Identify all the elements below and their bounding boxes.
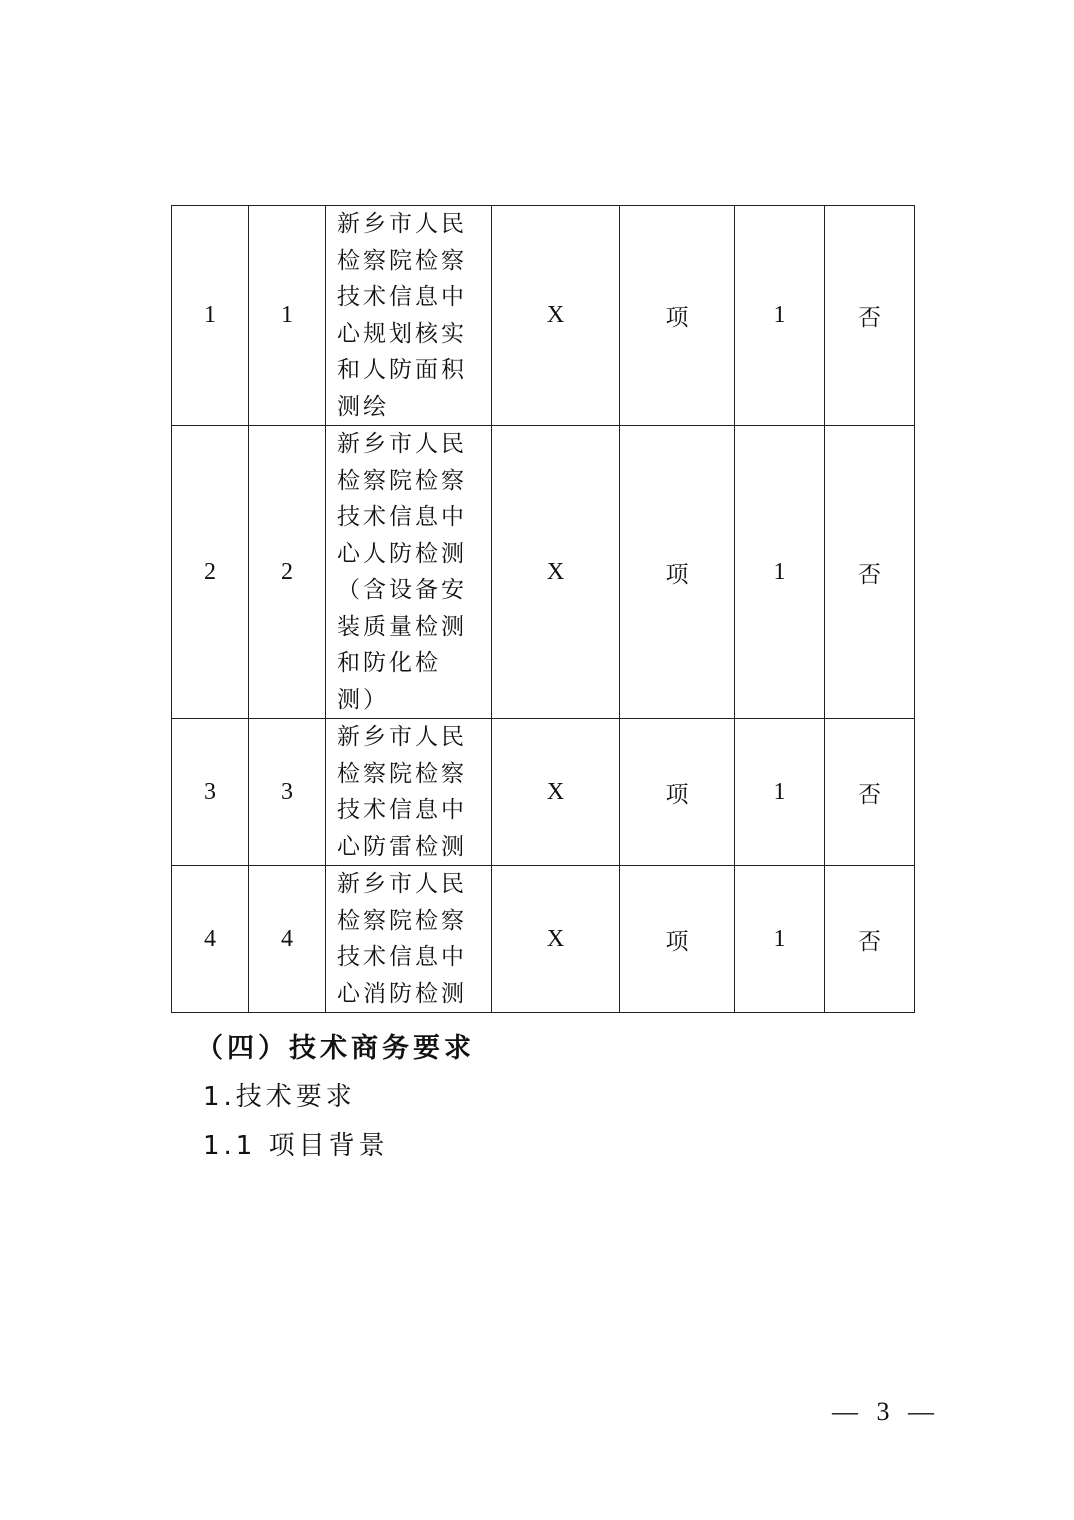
item-name-cell: 新乡市人民 检察院检察 技术信息中 心人防检测 （含设备安 装质量检测 和防化检测） <box>326 426 492 719</box>
item-name-cell: 新乡市人民 检察院检察 技术信息中 心防雷检测 <box>326 719 492 866</box>
item-flag-cell: 否 <box>825 206 915 426</box>
section-heading-project-background: 1.1 项目背景 <box>203 1131 389 1161</box>
item-name-cell: 新乡市人民 检察院检察 技术信息中 心规划核实 和人防面积 测绘 <box>326 206 492 426</box>
section-heading-technical-requirements: 1.技术要求 <box>203 1082 356 1112</box>
item-number-cell: 4 <box>249 866 326 1013</box>
item-code-cell: X <box>492 719 620 866</box>
items-table <box>171 205 915 1013</box>
table-row <box>172 206 915 426</box>
page-number: — 3 — <box>832 1397 940 1426</box>
table-row <box>172 866 915 1013</box>
item-code-cell: X <box>492 206 620 426</box>
row-index-cell: 4 <box>172 866 249 1013</box>
item-number-cell: 2 <box>249 426 326 719</box>
table-row <box>172 719 915 866</box>
table-row <box>172 426 915 719</box>
row-index-cell: 3 <box>172 719 249 866</box>
row-index-cell: 2 <box>172 426 249 719</box>
item-quantity-cell: 1 <box>735 206 825 426</box>
item-unit-cell: 项 <box>620 206 735 426</box>
row-index-cell: 1 <box>172 206 249 426</box>
item-quantity-cell: 1 <box>735 426 825 719</box>
item-number-cell: 3 <box>249 719 326 866</box>
item-flag-cell: 否 <box>825 866 915 1013</box>
item-unit-cell: 项 <box>620 719 735 866</box>
item-number-cell: 1 <box>249 206 326 426</box>
item-code-cell: X <box>492 426 620 719</box>
item-name-cell: 新乡市人民 检察院检察 技术信息中 心消防检测 <box>326 866 492 1013</box>
item-unit-cell: 项 <box>620 426 735 719</box>
item-flag-cell: 否 <box>825 719 915 866</box>
item-quantity-cell: 1 <box>735 719 825 866</box>
item-flag-cell: 否 <box>825 426 915 719</box>
item-quantity-cell: 1 <box>735 866 825 1013</box>
item-code-cell: X <box>492 866 620 1013</box>
item-unit-cell: 项 <box>620 866 735 1013</box>
section-heading-technical-commercial: （四）技术商务要求 <box>196 1033 475 1064</box>
